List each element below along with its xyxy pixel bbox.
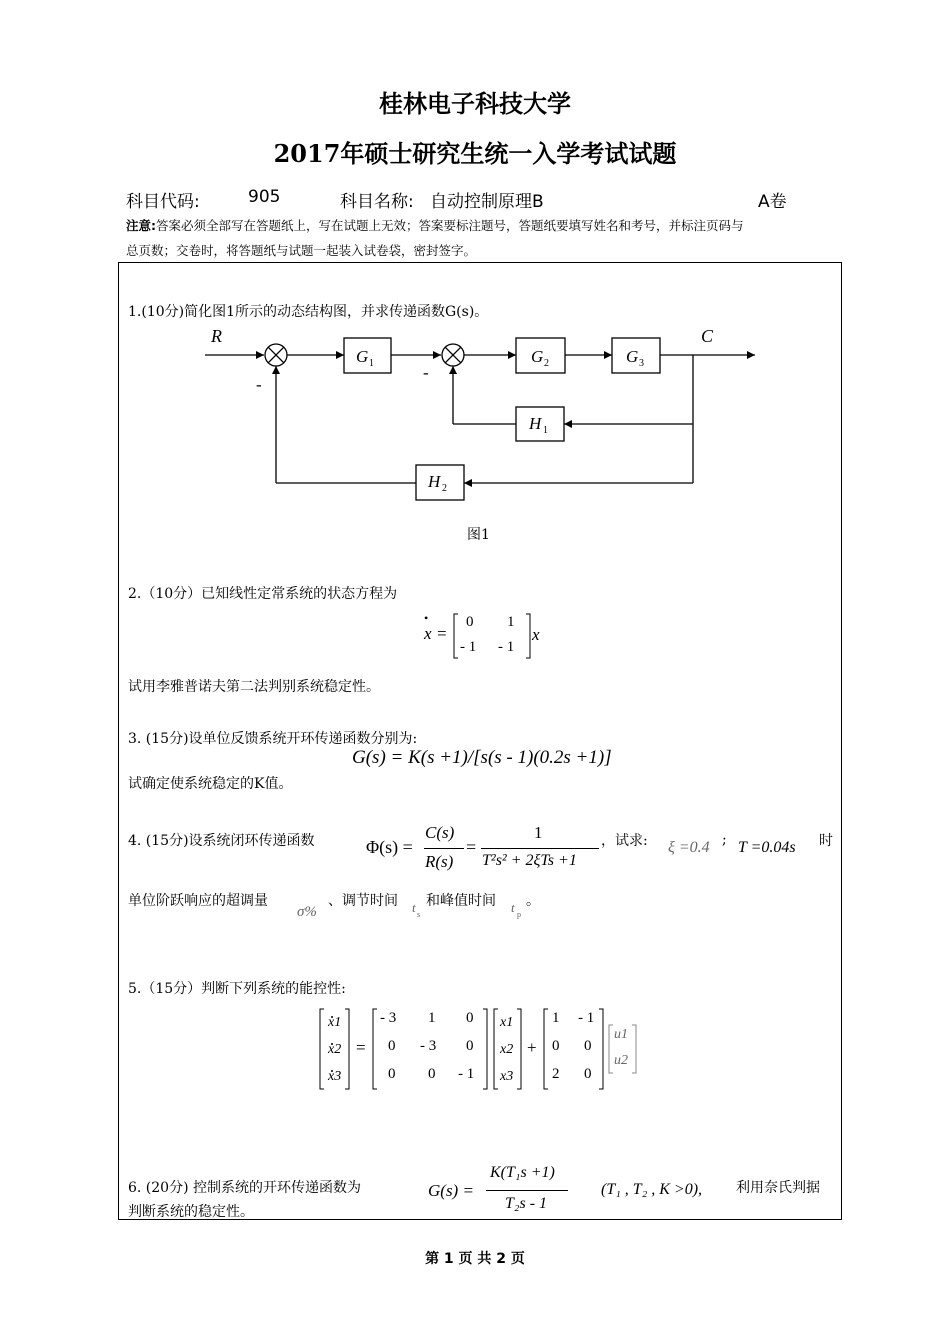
q5-b10: 0 xyxy=(552,1038,560,1054)
q1-text: 1.(10分)简化图1所示的动态结构图，并求传递函数G(s)。 xyxy=(128,304,489,320)
q4-frac2-bar xyxy=(481,848,599,849)
q3-formula: G(s) = K(s +1)/[s(s - 1)(0.2s +1)] xyxy=(352,747,612,768)
q5-eq: = xyxy=(356,1038,366,1057)
q5-text: 5.（15分）判断下列系统的能控性: xyxy=(128,981,346,997)
q6-den: T₂s - 1 xyxy=(505,1195,548,1212)
g2-label: G xyxy=(531,347,544,366)
q2-m01: 1 xyxy=(507,614,515,630)
q2-after: 试用李雅普诺夫第二法判别系统稳定性。 xyxy=(128,679,380,695)
paper-version: A卷 xyxy=(758,192,787,212)
q4-line2a: 单位阶跃响应的超调量 xyxy=(128,893,268,909)
subject-code-label: 科目代码: xyxy=(126,192,200,212)
q4-frac1-bar xyxy=(424,848,464,849)
q4-tp-sub: p xyxy=(517,910,521,919)
q5-a20: 0 xyxy=(388,1066,396,1082)
q5-a01: 1 xyxy=(428,1010,436,1026)
label-c: C xyxy=(701,326,714,346)
q5-plus: + xyxy=(527,1038,537,1057)
notice-label: 注意: xyxy=(126,218,156,233)
q4-frac1-num: C(s) xyxy=(425,823,455,842)
q4-phi: Φ(s) = xyxy=(366,837,413,857)
subject-code: 905 xyxy=(248,187,281,207)
q5-b01: - 1 xyxy=(578,1010,595,1026)
minus-sign-2: - xyxy=(423,363,429,382)
q5-b21: 0 xyxy=(584,1066,592,1082)
university-title: 桂林电子科技大学 xyxy=(379,89,571,118)
q5-u1: u1 xyxy=(614,1027,628,1042)
q4-line2b: 、调节时间 xyxy=(328,893,398,909)
q4-frac1-den: R(s) xyxy=(425,852,454,871)
q2-m10: - 1 xyxy=(460,639,477,655)
g2-sub: 2 xyxy=(544,358,549,369)
subject-name: 自动控制原理B xyxy=(430,192,544,212)
q5-x3: x3 xyxy=(500,1069,514,1084)
q5-xdot2: x2 xyxy=(328,1042,342,1057)
h2-label: H xyxy=(428,472,441,491)
exam-title: 2017年硕士研究生统一入学考试试题 xyxy=(273,139,677,168)
label-r: R xyxy=(211,326,222,346)
q4-sep: ; xyxy=(722,832,727,848)
notice-text1: 答案必须全部写在答题纸上，写在试题上无效；答案要标注题号，答题纸要填写姓名和考号，并标注页码与 xyxy=(156,218,744,233)
q6-line2: 判断系统的稳定性。 xyxy=(128,1204,254,1220)
g3-sub: 3 xyxy=(639,358,644,369)
q2-equals: = xyxy=(437,624,447,643)
notice-line2: 总页数；交卷时，将答题纸与试题一起装入试卷袋，密封签字。 xyxy=(126,243,477,258)
q5-a00: - 3 xyxy=(380,1010,397,1026)
q4-T: T =0.04s xyxy=(738,839,796,856)
q6-tail: 利用奈氏判据 xyxy=(736,1180,820,1196)
q4-ts: t xyxy=(412,900,416,915)
q4-end: 。 xyxy=(526,893,540,909)
q3-text: 3. (15分)设单位反馈系统开环传递函数分别为: xyxy=(128,731,418,747)
q2-lhs-x: x xyxy=(424,624,432,643)
q6-g: G(s) = xyxy=(428,1181,474,1200)
g1-label: G xyxy=(356,347,369,366)
q5-u2: u2 xyxy=(614,1053,628,1068)
h1-sub: 1 xyxy=(543,425,548,436)
figure-caption: 图1 xyxy=(467,527,490,543)
q5-a02: 0 xyxy=(466,1010,474,1026)
q5-xdot3: x3 xyxy=(328,1069,342,1084)
q5-a11: - 3 xyxy=(420,1038,437,1054)
q4-sigma: σ% xyxy=(297,904,317,920)
q6-num: K(T₁s +1) xyxy=(490,1164,555,1181)
g3-label: G xyxy=(626,347,639,366)
q4-xi: ξ =0.4 xyxy=(668,839,710,856)
q4-eq2: = xyxy=(466,837,477,857)
q4-test-label: ，试求: xyxy=(601,833,648,849)
q5-a12: 0 xyxy=(466,1038,474,1054)
page-number: 第 1 页 共 2 页 xyxy=(425,1251,525,1267)
q4-frac2-den: T²s² + 2ξTs +1 xyxy=(482,852,577,869)
q5-a22: - 1 xyxy=(458,1066,475,1082)
q5-x1: x1 xyxy=(500,1015,514,1030)
h2-sub: 2 xyxy=(442,483,447,494)
q5-xdot1: x1 xyxy=(328,1015,342,1030)
q6-text: 6. (20分) 控制系统的开环传递函数为 xyxy=(128,1180,361,1196)
q4-frac2-num: 1 xyxy=(534,823,543,842)
g1-sub: 1 xyxy=(369,358,374,369)
q4-line2c: 和峰值时间 xyxy=(426,893,496,909)
q6-frac-bar xyxy=(486,1190,568,1191)
q5-b00: 1 xyxy=(552,1010,560,1026)
q2-m11: - 1 xyxy=(498,639,515,655)
q4-ts-sub: s xyxy=(417,910,421,919)
minus-sign-1: - xyxy=(256,375,262,394)
q2-rhs-x: x xyxy=(532,625,540,644)
q4-time-word: 时 xyxy=(819,833,833,849)
h1-label: H xyxy=(529,414,542,433)
q2-m00: 0 xyxy=(466,614,474,630)
q4-tp: t xyxy=(511,900,515,915)
q2-dot: • xyxy=(424,611,429,625)
block-diagram xyxy=(0,0,950,560)
q5-a10: 0 xyxy=(388,1038,396,1054)
q4-text: 4. (15分)设系统闭环传递函数 xyxy=(128,833,315,849)
q2-text: 2.（10分）已知线性定常系统的状态方程为 xyxy=(128,586,398,602)
q5-b11: 0 xyxy=(584,1038,592,1054)
subject-name-label: 科目名称: xyxy=(340,192,414,212)
q3-after: 试确定使系统稳定的K值。 xyxy=(128,776,293,792)
q5-matrix-brackets xyxy=(318,1007,648,1091)
q5-x2: x2 xyxy=(500,1042,514,1057)
q5-a21: 0 xyxy=(428,1066,436,1082)
q5-b20: 2 xyxy=(552,1066,560,1082)
q6-cond: (T₁ , T₂ , K >0), xyxy=(601,1181,703,1198)
